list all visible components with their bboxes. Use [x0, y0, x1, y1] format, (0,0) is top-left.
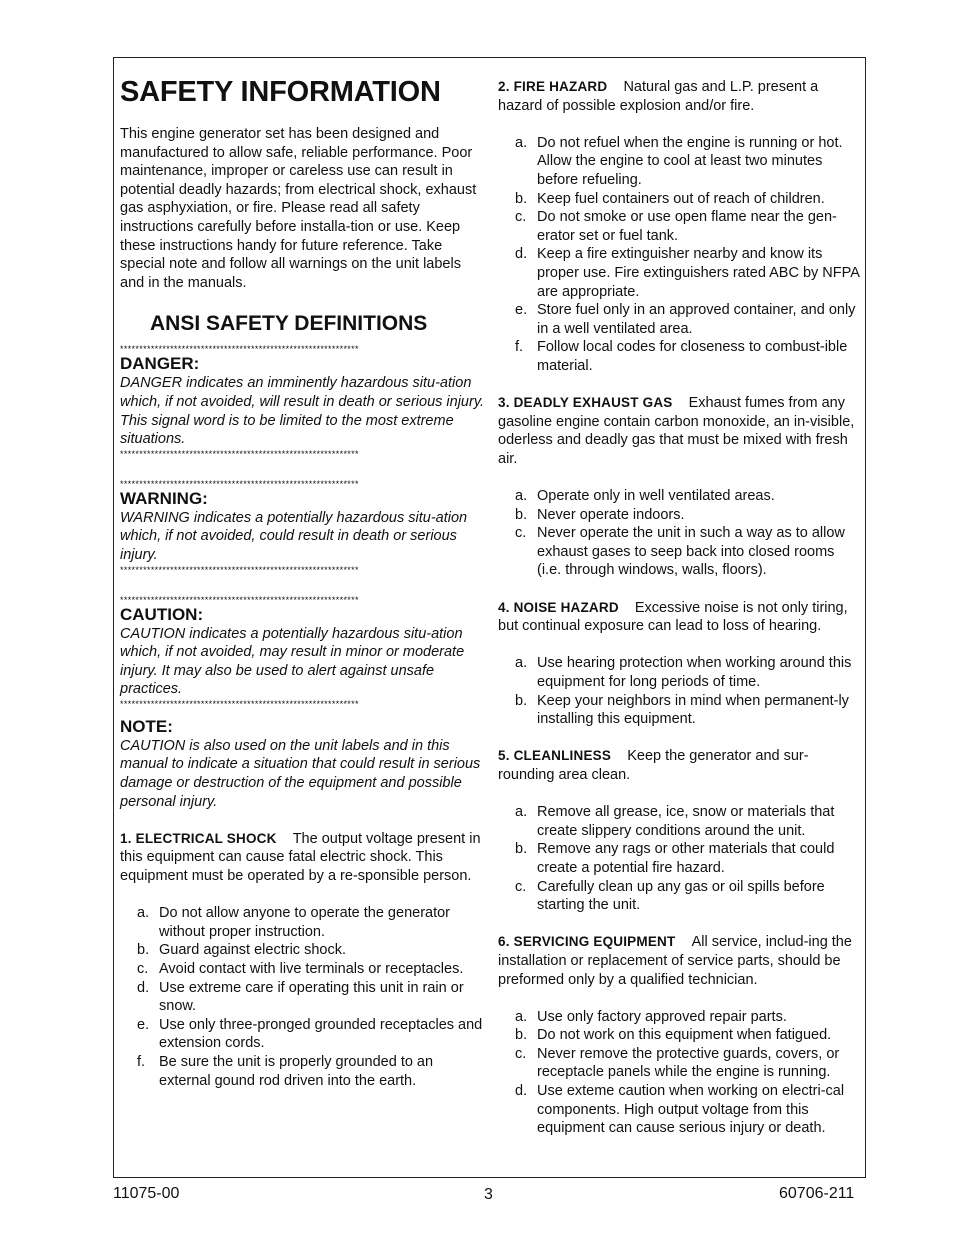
section-cleanliness	[498, 747, 862, 914]
list-item: b. Do not work on this equipment when fatigued.	[515, 1027, 832, 1044]
list-item: b. Keep fuel containers out of reach of children.	[515, 190, 825, 207]
list-item: e. Store fuel only in an approved container, and only in a well ventilated area.	[515, 302, 856, 337]
section-noise-hazard	[498, 599, 862, 729]
caution-label: CAUTION:	[120, 604, 204, 624]
list-item: b. Guard against electric shock.	[137, 942, 346, 959]
section-text: Natural gas and L.P. present a hazard of possible explosion and/or fire.	[498, 79, 819, 114]
list-item: a. Do not refuel when the engine is running or hot. Allow the engine to cool at least two minutes before refueling.	[515, 134, 843, 188]
separator: **************************************************************	[120, 564, 359, 575]
danger-text: DANGER indicates an imminently hazardous situ-ation which, if not avoided, will result in death or serious injury. This signal word is to be limited to the most extreme situations.	[120, 375, 485, 448]
part-number: 60706-211	[779, 1185, 855, 1202]
separator: **************************************************************	[120, 448, 359, 459]
warning-label: WARNING:	[120, 488, 208, 508]
left-column	[120, 58, 484, 1090]
list-item: c. Carefully clean up any gas or oil spills before starting the unit.	[515, 878, 825, 914]
list-item: c. Avoid contact with live terminals or receptacles.	[137, 961, 464, 977]
separator: **************************************************************	[120, 478, 359, 489]
list-item: a. Operate only in well ventilated areas.	[515, 488, 775, 505]
page-title: SAFETY INFORMATION	[120, 76, 441, 108]
list-item: b. Remove any rags or other materials that could create a potential fire hazard.	[515, 841, 835, 876]
section-text: Exhaust fumes from any gasoline engine contain carbon monoxide, an in-visible, oderless and deadly gas that must be mixed with fresh air.	[498, 395, 855, 467]
section-servicing-equipment	[498, 933, 862, 1138]
section-electrical-shock	[120, 830, 484, 1090]
note-text: CAUTION is also used on the unit labels and in this manual to indicate a situation that could result in serious damage or destruction of the equipment and possible personal injury.	[120, 737, 481, 810]
page-number: 3	[484, 1186, 493, 1203]
list-item: c. Never operate the unit in such a way as to allow exhaust gases to seep back into closed rooms (i.e. through windows, walls, floors).	[515, 525, 845, 579]
list-item: f. Be sure the unit is properly grounded to an external gound rod driven into the earth.	[137, 1053, 434, 1089]
section-text: All service, includ-ing the installation or replacement of service parts, should be preformed only by a qualified technician.	[498, 934, 852, 988]
warning-text: WARNING indicates a potentially hazardous situ-ation which, if not avoided, could result in death or serious injury.	[120, 509, 468, 563]
danger-label: DANGER:	[120, 354, 200, 374]
list-item: a. Remove all grease, ice, snow or materials that create slippery conditions around the unit.	[515, 804, 835, 839]
note-label: NOTE:	[120, 716, 173, 736]
list-item: e. Use only three-pronged grounded receptacles and extension cords.	[137, 1016, 483, 1052]
separator: **************************************************************	[120, 344, 359, 355]
caution-text: CAUTION indicates a potentially hazardous situ-ation which, if not avoided, may result in minor or moderate injury. It may also be used to alert against unsafe practices.	[120, 625, 465, 698]
list-item: d. Keep a fire extinguisher nearby and know its proper use. Fire extinguishers rated ABC by NFPA are appropriate.	[515, 246, 860, 300]
section-heading: 6. SERVICING EQUIPMENT	[498, 934, 676, 950]
section-heading: 5. CLEANLINESS	[498, 748, 612, 764]
section-text: The output voltage present in this equipment can cause fatal electric shock. This equipment must be operated by a re-sponsible person.	[120, 830, 481, 885]
intro-paragraph: This engine generator set has been designed and manufactured to allow safe, reliable performance. Poor maintenance, improper or careless use can result in potential deadly hazards; from electrical shock, exhaust gas asphyxiation, or fire. Please read all safety instructions carefully before installa-tion or use. Keep these instructions handy for future reference. Take special note and follow all warnings on the unit labels and in the manuals.	[120, 126, 477, 291]
list-item: a. Use only factory approved repair parts.	[515, 1008, 787, 1025]
section-deadly-exhaust-gas	[498, 394, 862, 580]
right-column	[498, 78, 862, 1138]
list-item: f. Follow local codes for closeness to combust-ible material.	[515, 339, 848, 374]
list-item: a. Use hearing protection when working around this equipment for long periods of time.	[515, 655, 852, 690]
section-heading: 2. FIRE HAZARD	[498, 79, 608, 94]
list-item: d. Use exteme caution when working on electri-cal components. High output voltage from this equipment can cause serious injury or death.	[515, 1083, 845, 1137]
list-item: c. Never remove the protective guards, covers, or receptacle panels while the engine is running.	[515, 1045, 840, 1081]
list-item: b. Never operate indoors.	[515, 506, 685, 523]
page-frame	[113, 57, 866, 1178]
section-text: Keep the generator and sur-rounding area clean.	[498, 748, 809, 783]
separator: **************************************************************	[120, 698, 359, 709]
list-item: b. Keep your neighbors in mind when permanent-ly installing this equipment.	[515, 692, 849, 728]
section-heading: 3. DEADLY EXHAUST GAS	[498, 395, 673, 411]
list-item: d. Use extreme care if operating this unit in rain or snow.	[137, 979, 464, 1015]
section-text: Excessive noise is not only tiring, but continual exposure can lead to loss of hearing.	[498, 599, 848, 635]
section-fire-hazard	[498, 78, 862, 376]
separator: **************************************************************	[120, 594, 359, 605]
list-item: c. Do not smoke or use open flame near the gen-erator set or fuel tank.	[515, 209, 837, 244]
list-item: a. Do not allow anyone to operate the generator without proper instruction.	[137, 905, 451, 940]
ansi-heading: ANSI SAFETY DEFINITIONS	[150, 312, 428, 336]
section-heading: 4. NOISE HAZARD	[498, 599, 619, 615]
section-heading: 1. ELECTRICAL SHOCK	[120, 830, 277, 846]
document-number: 11075-00	[113, 1185, 180, 1202]
